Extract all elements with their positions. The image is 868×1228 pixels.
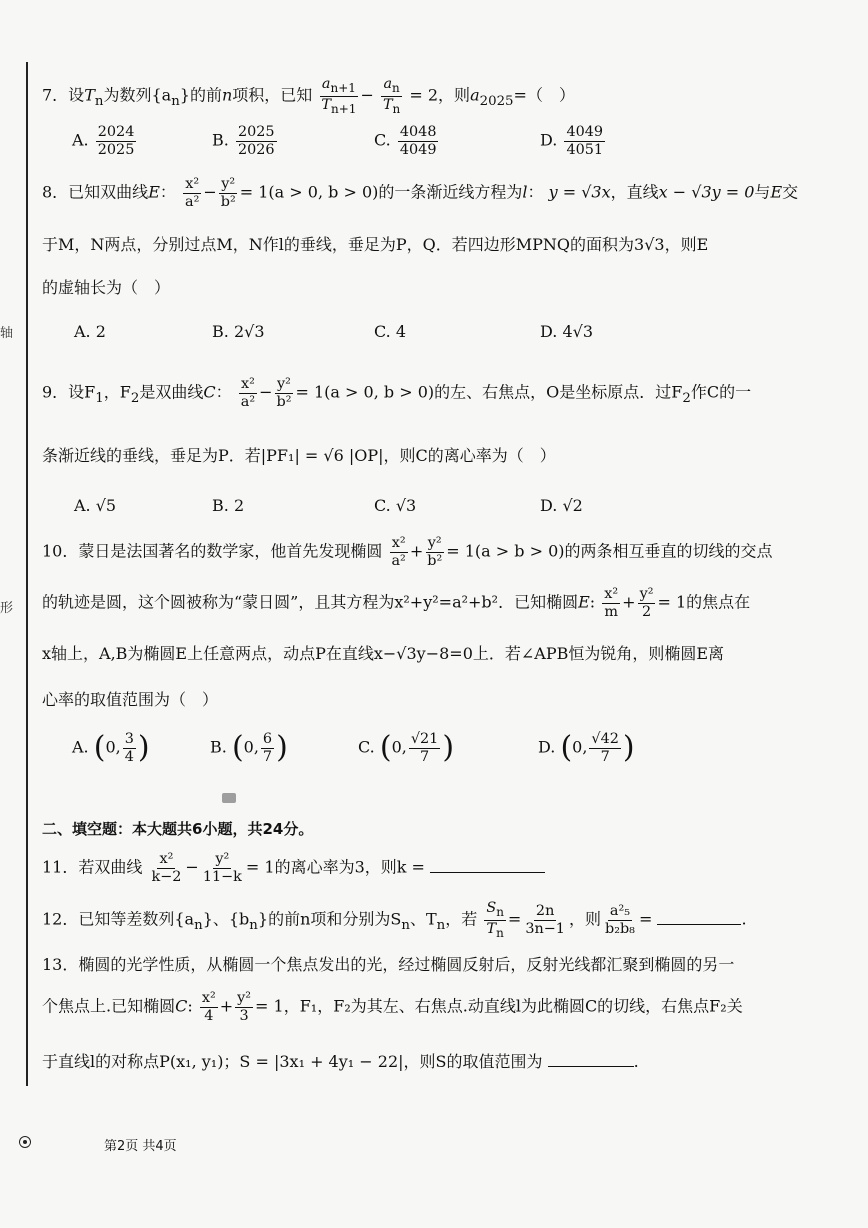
q10-option-a[interactable]: A. (0, $\frac{3}{4}$ ) xyxy=(72,730,150,765)
q13-answer-blank[interactable] xyxy=(548,1052,634,1067)
q7-option-a[interactable]: A. $\frac{2024}{2025}$ xyxy=(72,124,135,158)
question-13-line-2: 个焦点上.已知椭圆C: $\frac{\text{x²}}{4}$ + $\frac{\text{y²}}{3}$ = 1，F₁，F₂为其左、右焦点.动直线l为此椭圆C的切线，右焦点F₂关 xyxy=(42,990,743,1024)
question-13-line-3: 于直线l的对称点P(x₁, y₁)；S = |3x₁ + 4y₁ − 22|，则S的取值范围为 . xyxy=(42,1052,639,1071)
question-10-line-2: 的轨迹是圆，这个圆被称为“蒙日圆”，且其方程为x²+y²=a²+b²．已知椭圆E: $\frac{\text{x²}}{m}$ + $\frac{\text{y²}}{2}$ = 1的焦点在 xyxy=(42,586,751,620)
question-10-line-1: 10．蒙日是法国著名的数学家，他首先发现椭圆 $\frac{\text{x²}}{\text{a²}}$ + $\frac{\text{y²}}{\text{b²}}$ = 1(a > b > 0)的两条相互垂直的切线的交点 xyxy=(42,535,773,569)
q8-option-c[interactable]: C. 4 xyxy=(374,322,407,341)
question-8-line-1: 8．已知双曲线E： $\frac{\text{x²}}{\text{a²}}$ − $\frac{\text{y²}}{\text{b²}}$ = 1(a > 0, b > 0)的一条渐近线方程为l： y = √3x，直线x − √3y = 0与E交 xyxy=(42,176,799,210)
margin-rule xyxy=(26,62,28,1086)
q7-option-b[interactable]: B. $\frac{2025}{2026}$ xyxy=(212,124,275,158)
q10-option-b[interactable]: B. (0, $\frac{6}{7}$ ) xyxy=(210,730,288,765)
q9-option-a[interactable]: A. √5 xyxy=(74,496,117,515)
ink-smudge xyxy=(222,793,236,803)
q10-option-c[interactable]: C. (0, $\frac{√21}{7}$ ) xyxy=(358,730,455,765)
q8-option-d[interactable]: D. 4√3 xyxy=(540,322,593,341)
question-8-line-2: 于M，N两点，分别过点M，N作l的垂线，垂足为P，Q．若四边形MPNQ的面积为3√3，则E xyxy=(42,235,709,254)
q7-option-c[interactable]: C. $\frac{4048}{4049}$ xyxy=(374,124,437,158)
section-heading-fill-in: 二、填空题：本大题共6小题，共24分。 xyxy=(42,820,314,838)
question-9-line-1: 9．设$F_1$，$F_2$是双曲线C： $\frac{\text{x²}}{\text{a²}}$ − $\frac{\text{y²}}{\text{b²}}$ = 1(a > 0, b > 0)的左、右焦点，O是坐标原点．过$F_2$作C的一 xyxy=(42,376,752,410)
question-13-line-1: 13．椭圆的光学性质，从椭圆一个焦点发出的光，经过椭圆反射后，反射光线都汇聚到椭圆的另一 xyxy=(42,955,735,974)
question-7-stem: 7．设$T_n$为数列$\{a_n\}$的前n项积，已知 $\frac{a_{n+1}}{T_{n+1}}$ − $\frac{a_n}{T_n}$ = 2，则$a_{2025}=$（ ） xyxy=(42,76,575,116)
question-9-line-2: 条渐近线的垂线，垂足为P．若|PF₁| = √6 |OP|，则C的离心率为（ ） xyxy=(42,446,556,465)
q9-option-b[interactable]: B. 2 xyxy=(212,496,245,515)
question-12: 12．已知等差数列$\{a_n\}$、$\{b_n\}$的前n项和分别为$S_n$、$T_n$，若 $\frac{S_n}{T_n}$ = $\frac{2n}{3n-1}$ ，则 $\frac{\text{a²₅}}{\text{b₂b₈}}$ = . xyxy=(42,900,747,940)
q8-option-b[interactable]: B. 2√3 xyxy=(212,322,265,341)
q10-option-d[interactable]: D. (0, $\frac{√42}{7}$ ) xyxy=(538,730,635,765)
q9-option-c[interactable]: C. √3 xyxy=(374,496,417,515)
q12-answer-blank[interactable] xyxy=(657,910,741,925)
copyright-icon xyxy=(19,1136,31,1148)
fraction: $\frac{a_n}{T_n}$ xyxy=(382,76,401,116)
q11-answer-blank[interactable] xyxy=(430,858,545,873)
edge-char-2: 形 xyxy=(0,601,14,616)
q8-option-a[interactable]: A. 2 xyxy=(74,322,106,341)
page-footer: 第2页 共4页 xyxy=(104,1139,177,1154)
question-10-line-3: x轴上，A,B为椭圆E上任意两点，动点P在直线x−√3y−8=0上．若∠APB恒为锐角，则椭圆E离 xyxy=(42,644,725,663)
edge-char-1: 轴 xyxy=(0,326,14,341)
question-8-line-3: 的虚轴长为（ ） xyxy=(42,278,171,297)
fraction: $\frac{a_{n+1}}{T_{n+1}}$ xyxy=(321,76,357,116)
q7-option-d[interactable]: D. $\frac{4049}{4051}$ xyxy=(540,124,604,158)
question-10-line-4: 心率的取值范围为（ ） xyxy=(42,690,219,709)
q9-option-d[interactable]: D. √2 xyxy=(540,496,583,515)
question-11: 11．若双曲线 $\frac{\text{x²}}{k-2}$ − $\frac{\text{y²}}{11-k}$ = 1的离心率为3，则k = xyxy=(42,851,545,885)
